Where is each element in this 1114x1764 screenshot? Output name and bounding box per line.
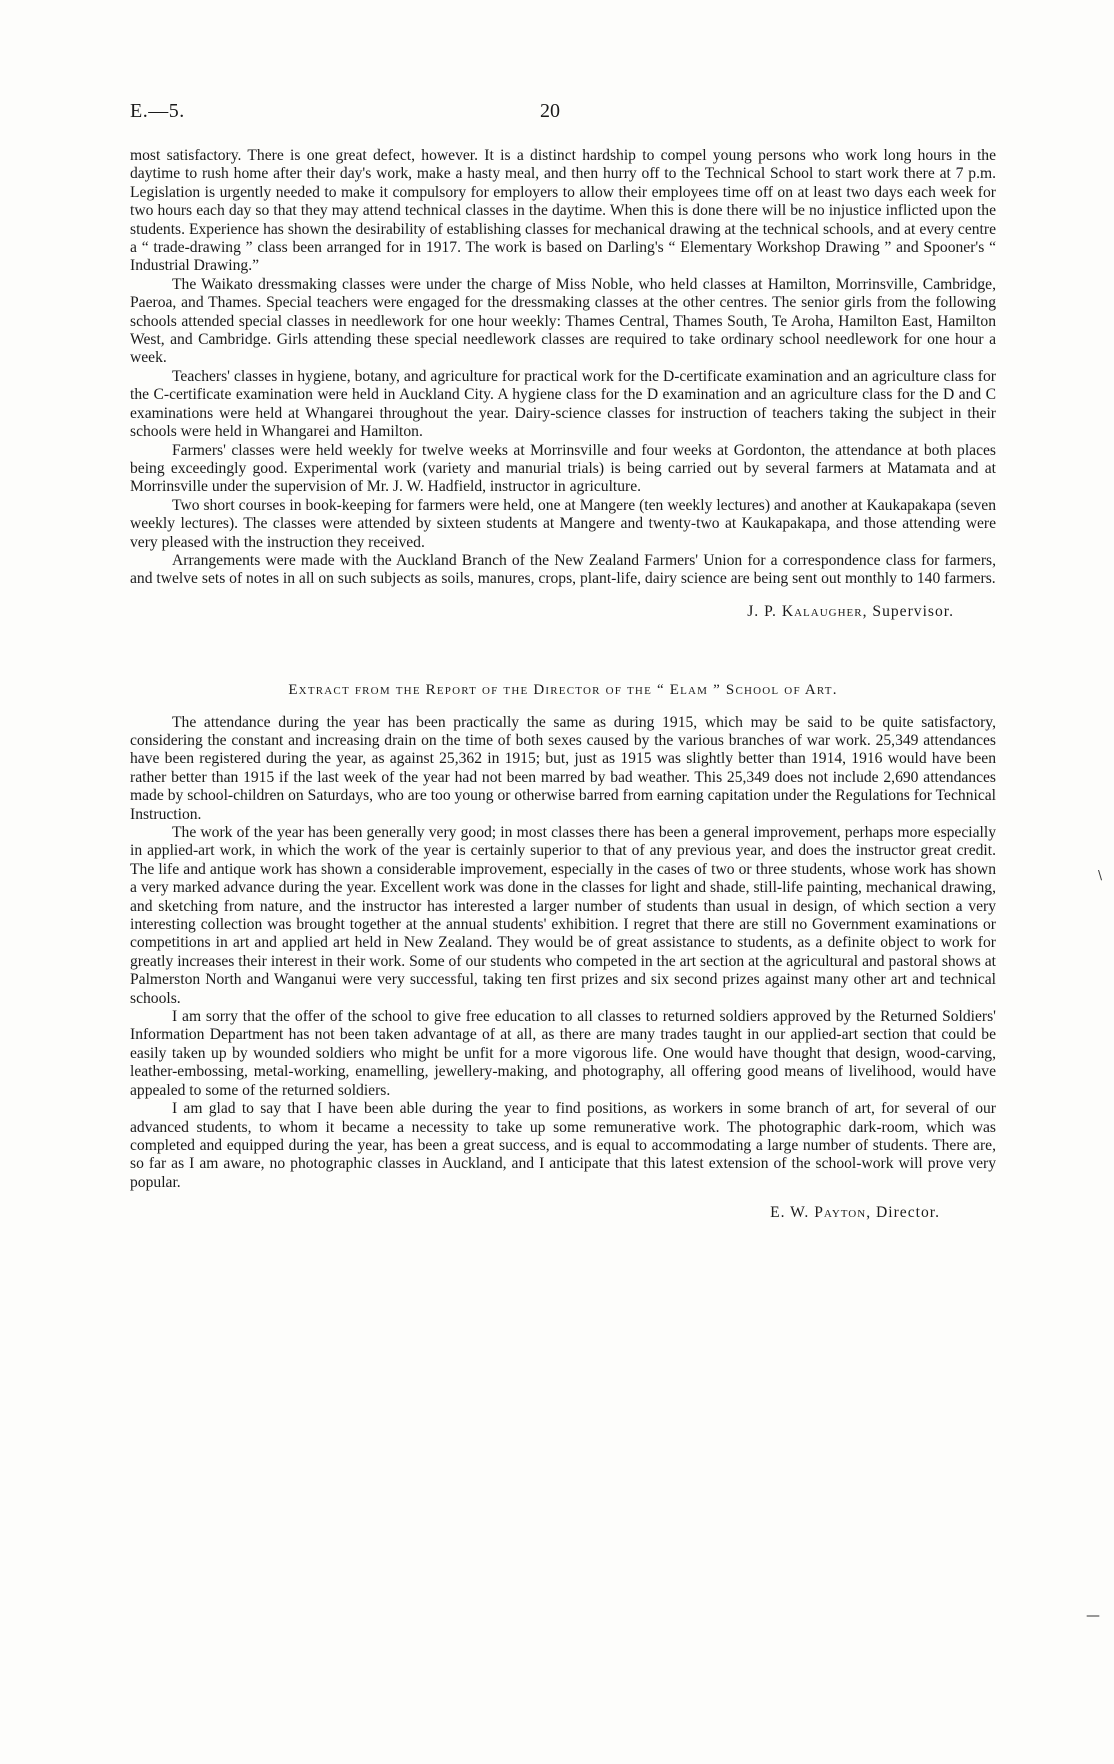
paragraph: Teachers' classes in hygiene, botany, and agriculture for practical work for the D-certificate examination and an agriculture class for the C-certificate examination were held in Auckland City. A hygiene class for the D examination and an agriculture class for the D and C examinations were held at Whangarei throughout the year. Dairy-science classes for instruction of teachers taking the subject in their schools were held in Whangarei and Hamilton. [130,367,996,441]
section-heading: Extract from the Report of the Director of the “ Elam ” School of Art. [288,682,838,699]
paragraph: Two short courses in book-keeping for farmers were held, one at Mangere (ten weekly lectures) and another at Kaukapakapa (seven weekly lectures). The classes were attended by sixteen students at Mangere and twenty-two at Kaukapakapa, and those attending were very pleased with the instruction they received. [130,496,996,551]
paragraph: I am glad to say that I have been able during the year to find positions, as workers in some branch of art, for several of our advanced students, to whom it became a necessity to take up some remunerative work. The photographic dark-room, which was completed and equipped during the year, has been a great success, and is equal to accommodating a large number of students. There are, so far as I am aware, no photographic classes in Auckland, and I anticipate that this latest extension of the school-work will prove very popular. [130,1100,996,1191]
paragraph: Farmers' classes were held weekly for twelve weeks at Morrinsville and four weeks at Gordonton, the attendance at both places being exceedingly good. Experimental work (variety and manurial trials) is being carried out by several farmers at Matamata and at Morrinsville under the supervision of Mr. J. W. Hadfield, instructor in agriculture. [130,441,996,496]
paragraph: The attendance during the year has been practically the same as during 1915, which may be said to be quite satisfactory, considering the constant and increasing drain on the time of both sexes caused by the various branches of war work. 25,349 attendances have been registered during the year, as against 25,362 in 1915; but, just as 1915 was slightly better than 1914, 1916 would have been rather better than 1915 if the last week of the year had not been marred by bad weather. This 25,349 does not include 2,690 attendances made by school-children on Saturdays, who are too young or otherwise barred from earning capitation under the Regulations for Technical Instruction. [130,713,996,823]
paragraph: I am sorry that the offer of the school to give free education to all classes to returned soldiers approved by the Returned Soldiers' Information Department has not been taken advantage of at all, as there are many trades taught in our applied-art section that could be easily taken up by wounded soldiers who might be unfit for a more vigorous life. One would have thought that design, wood-carving, leather-embossing, metal-working, enamelling, jewellery-making, and photography, all offering good means of livelihood, would have appealed to some of the returned soldiers. [130,1008,996,1099]
document-reference: E.—5. [130,100,185,122]
signature-name: E. W. Payton, [770,1204,872,1222]
page-number: 20 [540,100,560,122]
supervisor-report-section [130,147,996,621]
paragraph: The work of the year has been generally very good; in most classes there has been a general improvement, perhaps more especially in applied-art work, in which the work of the year is certainly superior to that of any previous year, and does the instructor great credit. The life and antique work has shown a considerable improvement, especially in the cases of two or three students, whose work has shown a very marked advance during the year. Excellent work was done in the classes for light and shade, still-life painting, mechanical drawing, and sketching from nature, and the instructor has interested a larger number of students than usual in design, of which section a very interesting collection was brought together at the annual students' exhibition. I regret that there are still no Government examinations or competitions in art and applied art held in New Zealand. They would be of great assistance to students, as a definite object to work for greatly increases their interest in their work. Some of our students who competed in the art section at the agricultural and pastoral shows at Palmerston North and Wanganui were very successful, taking ten first prizes and six second prizes against many other art and technical schools. [130,824,996,1007]
supervisor-signature [130,603,996,621]
margin-dash-mark: — [1086,1608,1100,1624]
signature-title: Director. [876,1204,940,1222]
paragraph: Arrangements were made with the Auckland Branch of the New Zealand Farmers' Union for a correspondence class for farmers, and twelve sets of notes in all on such subjects as soils, manures, crops, plant-life, dairy science are being sent out monthly to 140 farmers. [130,551,996,588]
director-signature [130,1204,996,1222]
signature-title: Supervisor. [872,602,954,620]
paragraph: most satisfactory. There is one great defect, however. It is a distinct hardship to compel young persons who work long hours in the daytime to rush home after their day's work, make a hasty meal, and then hurry off to the Technical School to start work there at 7 p.m. Legislation is urgently needed to make it compulsory for employers to allow their employees time off on at least two days each week for two hours each day so that they may attend technical classes in the daytime. When this is done there will be no injustice inflicted upon the students. Experience has shown the desirability of establishing classes for mechanical drawing at the technical schools, and at every centre a “ trade-drawing ” class been arranged for in 1917. The work is based on Darling's “ Elementary Workshop Drawing ” and Spooner's “ Industrial Drawing.” [130,147,996,275]
signature-name: J. P. Kalaugher, [747,602,868,620]
margin-tick-mark: \ [1098,868,1103,882]
elam-report-section [130,714,996,1223]
paragraph: The Waikato dressmaking classes were under the charge of Miss Noble, who held classes at Hamilton, Morrinsville, Cambridge, Paeroa, and Thames. Special teachers were engaged for the dressmaking classes at the other centres. The senior girls from the following schools attended special classes in needlework for one hour weekly: Thames Central, Thames South, Te Aroha, Hamilton East, Hamilton West, and Cambridge. Girls attending these special needlework classes are required to take ordinary school needlework for one hour a week. [130,275,996,367]
page-header [130,100,996,130]
document-body [130,147,996,1223]
